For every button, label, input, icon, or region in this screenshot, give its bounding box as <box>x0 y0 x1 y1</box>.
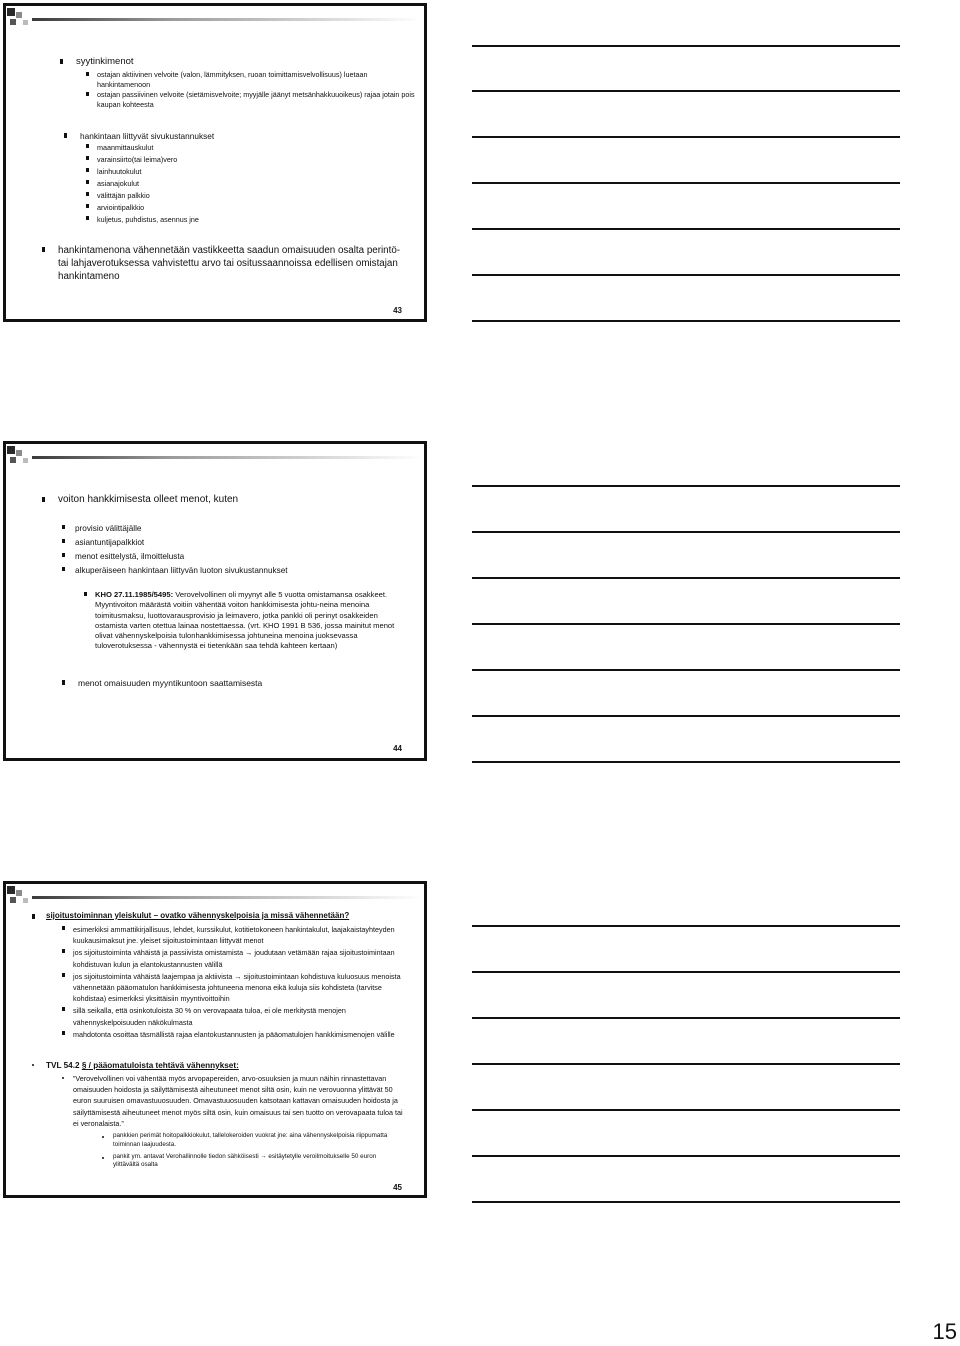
list-item: lainhuutokulut <box>86 166 406 178</box>
note-item: pankit ym. antavat Verohallinnolle tiedon sähköisesti → esitäytetylle veroilmoitukselle 50 euron ylittävältä osalta <box>102 1153 402 1171</box>
list-item: välittäjän palkkio <box>86 190 406 202</box>
bullet-sivukustannukset: hankintaan liittyvät sivukustannukset <box>64 130 414 142</box>
list-item: varainsiirto(tai leima)vero <box>86 154 406 166</box>
slide-number: 44 <box>393 744 402 753</box>
heading-tvl-54-2: TVL 54.2 § / pääomatuloista tehtävä vähennykset: <box>32 1060 422 1071</box>
list-item: maanmittauskulut <box>86 142 406 154</box>
list-item: arviointipalkkio <box>86 202 406 214</box>
list-item: asianajokulut <box>86 178 406 190</box>
list-item: sillä seikalla, että osinkotuloista 30 % on verovapaata tuloa, ei ole merkitystä menojen vähennyskelpoisuuden näkökulmasta <box>62 1005 408 1027</box>
list-item: esimerkiksi ammattikirjallisuus, lehdet, kurssikulut, kotitietokoneen hankintakulut, laajakaistayhteyden kuukausimaksut jne. yleiset sijoitustoimintaan liittyvät menot <box>62 924 408 946</box>
slide-43 <box>3 3 427 322</box>
bullet-myyntikuntoon: menot omaisuuden myyntikuntoon saattamisesta <box>62 677 412 689</box>
list-item: mahdotonta osoittaa täsmällistä rajaa elantokustannusten ja pääomatulojen hankkimismenojen välille <box>62 1029 408 1040</box>
slide-number: 43 <box>393 306 402 315</box>
list-item: kuljetus, puhdistus, asennus jne <box>86 214 406 226</box>
slide-number: 45 <box>393 1183 402 1192</box>
page-number: 15 <box>932 1319 957 1344</box>
list-item: menot esittelystä, ilmoittelusta <box>62 550 412 564</box>
list-item: asiantuntijapalkkiot <box>62 536 412 550</box>
bullet-hankintamenona: hankintamenona vähennetään vastikkeetta saadun omaisuuden osalta perintö- tai lahjaverotuksessa vahvistettu arvo tai ositussaannoissa edellisen omistajan hankintameno <box>42 244 412 283</box>
heading-yleiskulut: sijoitustoiminnan yleiskulut – ovatko vähennyskelpoisia ja missä vähennetään? <box>32 911 422 921</box>
slide-44 <box>3 441 427 761</box>
list-item: provisio välittäjälle <box>62 522 412 536</box>
kho-case-note: KHO 27.11.1985/5495: Verovelvollinen oli myynyt alle 5 vuotta omistamansa osakkeet. Myyntivoiton määrästä voitiin vähentää voiton hankkimisesta johtu-neina menoina toimitusmaksu, luottovarausprovisio ja leimavero, jotka pankki oli perinyt osakkeiden ostamista varten otettua lainaa nostettaessa. (vrt. KHO 1991 B 536, jossa mainitut menot olivat vähennyskelpoisia tulonhankkimisessa johtuneina menoina juoksevassa tuloverotuksessa - vähennystä ei tietenkään saa tehdä kahteen kertaan) <box>84 590 406 652</box>
law-quote: ”Verovelvollinen voi vähentää myös arvopapereiden, arvo-osuuksien ja muun näihin rinnastettavan omaisuuden hoidosta ja säilyttämisestä aiheutuneet menot siltä osin, kuin ne verovuonna ylittävät 50 euron suuruisen omavastuuosuuden. Omavastuuosuuden katsotaan kattavan omaisuuden hoidosta ja säilyttämisestä aiheutuneet menot myös siltä osin, kuin omaisuus tai sen tuotto on verovapaata tuloa tai ei veronalaista.” <box>62 1073 408 1129</box>
list-item: ostajan aktiivinen velvoite (valon, lämmityksen, ruoan toimittamisvelvollisuus) luetaan hankintamenoon <box>86 70 416 90</box>
list-item: alkuperäiseen hankintaan liittyvän luoton sivukustannukset <box>62 564 412 578</box>
note-item: pankkien perimät hoitopalkkiokulut, tallelokeroiden vuokrat jne: aina vähennyskelpoisia riippumatta toiminnan laajuudesta. <box>102 1132 402 1150</box>
list-item: jos sijoitustoiminta vähäistä ja passiivista omistamista → joudutaan vetämään rajaa sijoitustoimintaan kohdistuvan kulun ja elantokustannusten välillä <box>62 947 408 969</box>
list-item: ostajan passiivinen velvoite (sietämisvelvoite; myyjälle jäänyt metsänhakkuuoikeus) rajaa jotain pois kaupan kohteesta <box>86 90 416 110</box>
list-item: jos sijoitustoiminta vähäistä laajempaa ja aktiivista → sijoitustoimintaan kohdistuva kuluosuus menoista vähennetään pääomatulon hankkimisesta johtuneena menona eikä kuluja siis kohdisteta (tarvitse kohdistaa) esimerkiksi yksittäisiin myyntivoittoihin <box>62 971 408 1005</box>
bullet-syytinkimenot: syytinkimenot <box>60 56 410 68</box>
bullet-voiton-hankkimisesta: voiton hankkimisesta olleet menot, kuten <box>42 494 412 506</box>
slide-45 <box>3 881 427 1198</box>
